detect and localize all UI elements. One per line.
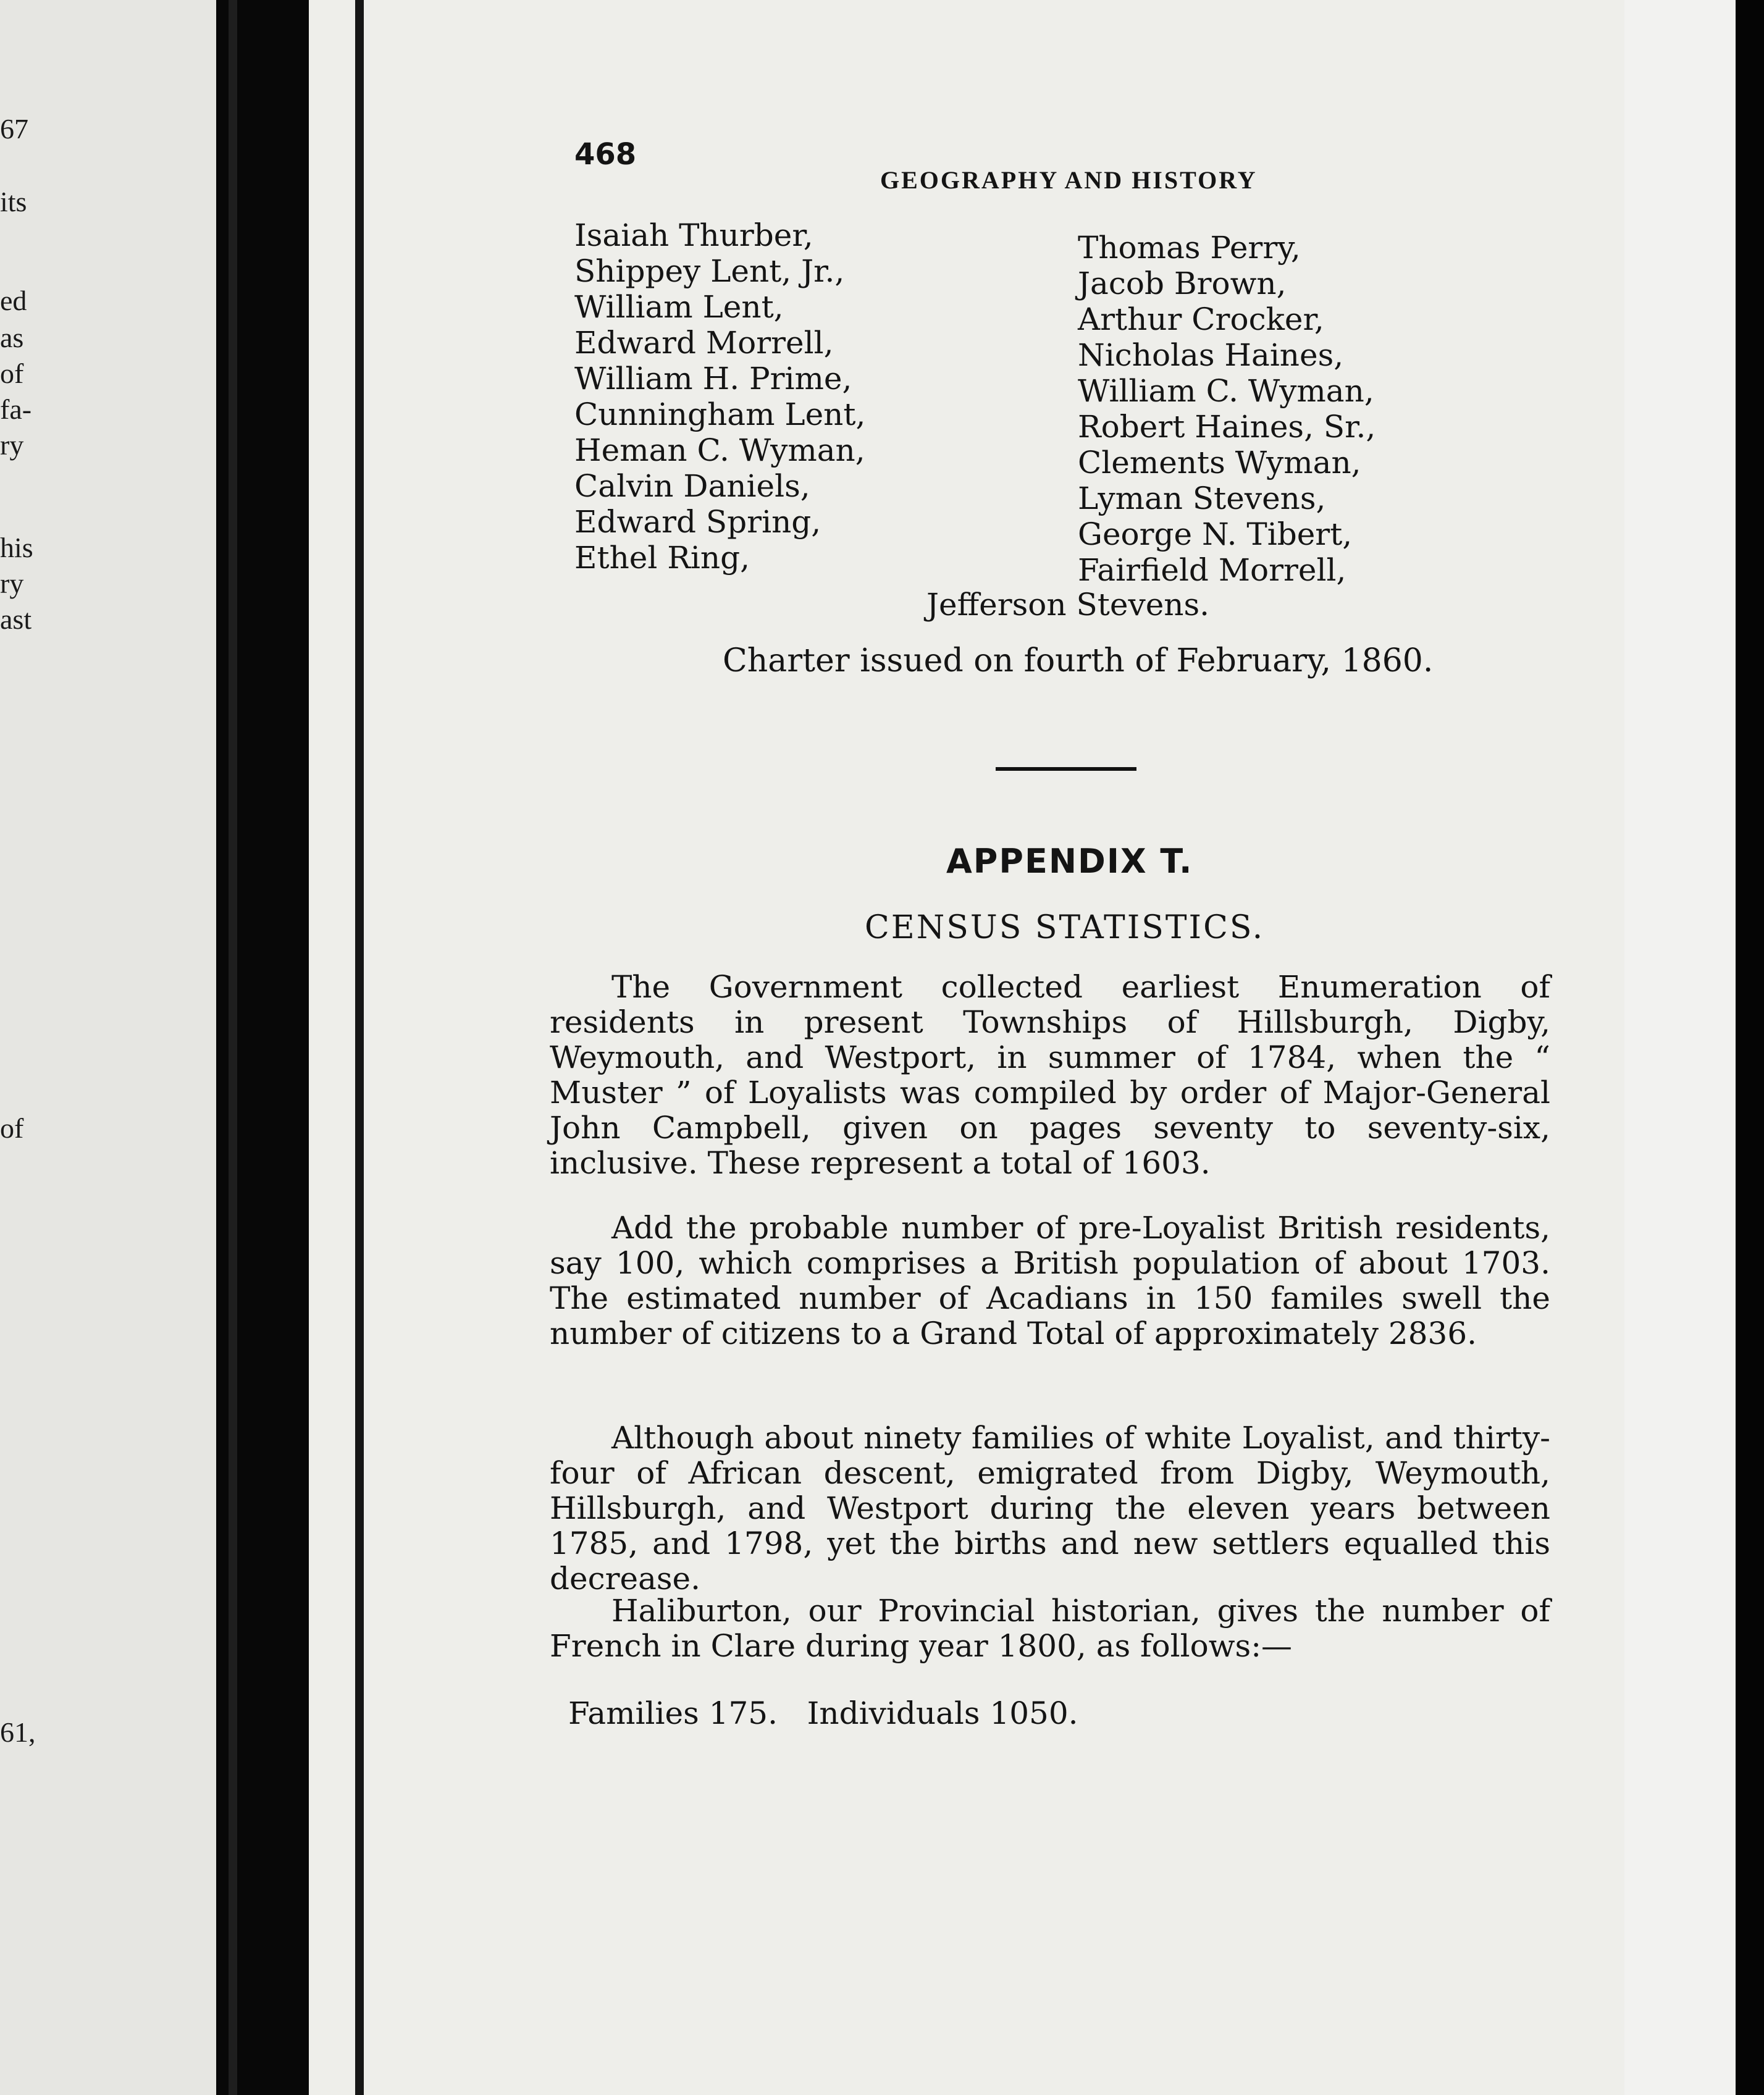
left-fragment: his xyxy=(0,532,33,563)
paragraph: The Government collected earliest Enumeration of residents in present Townships of Hillsburgh, Digby, Weymouth, and Westport, in summer of 1784, when the “ Muster ” of Loyalists was compiled by order of Major-General John Campbell, given on pages seventy to seventy-six, inclusive. These represent a total of 1603. xyxy=(550,969,1550,1181)
name-entry: Calvin Daniels, xyxy=(574,468,810,504)
charter-line: Charter issued on fourth of February, 1860. xyxy=(723,642,1434,679)
left-fragment: its xyxy=(0,186,27,217)
name-entry: Lyman Stevens, xyxy=(1078,481,1326,516)
name-entry: Robert Haines, Sr., xyxy=(1078,409,1376,445)
page-number: 468 xyxy=(574,137,637,172)
name-entry: Heman C. Wyman, xyxy=(574,432,865,468)
page-fold-line xyxy=(355,0,364,2095)
section-divider xyxy=(996,767,1136,771)
left-fragment: as xyxy=(0,322,24,353)
names-right-column xyxy=(1078,230,1376,588)
left-fragment: ed xyxy=(0,285,27,316)
name-entry: Cunningham Lent, xyxy=(574,397,866,432)
paragraph: Haliburton, our Provincial historian, gives the number of French in Clare during year 1800, as follows:— xyxy=(550,1593,1550,1664)
paragraph: Although about ninety families of white Loyalist, and thirty-four of African descent, emigrated from Digby, Weymouth, Hillsburgh, and Westport during the eleven years between 1785, and 1798, yet the births and new settlers equalled this decrease. xyxy=(550,1420,1550,1597)
name-entry: William H. Prime, xyxy=(574,361,852,397)
previous-page-edge xyxy=(0,0,216,2095)
name-entry: Clements Wyman, xyxy=(1078,445,1361,481)
name-entry: Isaiah Thurber, xyxy=(574,217,813,253)
name-entry: Thomas Perry, xyxy=(1078,230,1301,266)
name-entry: William Lent, xyxy=(574,289,784,325)
name-entry: Shippey Lent, Jr., xyxy=(574,253,845,289)
name-entry: Edward Morrell, xyxy=(574,325,834,361)
left-fragment: ry xyxy=(0,568,24,599)
left-fragment: ry xyxy=(0,429,24,461)
left-fragment: 67 xyxy=(0,113,28,145)
name-entry: Arthur Crocker, xyxy=(1078,301,1324,337)
running-head: GEOGRAPHY AND HISTORY xyxy=(880,166,1258,194)
name-entry: Fairfield Morrell, xyxy=(1078,552,1346,588)
paragraph: Add the probable number of pre-Loyalist British residents, say 100, which comprises a British population of about 1703. The estimated number of Acadians in 150 familes swell the number of citizens to a Grand Total of approximately 2836. xyxy=(550,1210,1550,1351)
name-entry: Nicholas Haines, xyxy=(1078,337,1344,373)
name-entry: George N. Tibert, xyxy=(1078,516,1353,552)
name-entry: Jacob Brown, xyxy=(1078,266,1287,301)
left-fragment: of xyxy=(0,1112,24,1144)
left-fragment: 61, xyxy=(0,1716,36,1748)
center-name: Jefferson Stevens. xyxy=(926,587,1210,623)
families-line: Families 175. Individuals 1050. xyxy=(568,1695,1078,1731)
name-entry: Ethel Ring, xyxy=(574,540,750,576)
appendix-heading: APPENDIX T. xyxy=(946,842,1193,881)
left-fragment: ast xyxy=(0,603,32,635)
names-left-column xyxy=(574,217,865,576)
name-entry: Edward Spring, xyxy=(574,504,821,540)
left-fragment: fa- xyxy=(0,393,32,425)
scan-border xyxy=(1736,0,1764,2095)
gutter-line xyxy=(229,0,237,2095)
census-heading: CENSUS STATISTICS. xyxy=(865,909,1265,946)
left-fragment: of xyxy=(0,358,24,389)
name-entry: William C. Wyman, xyxy=(1078,373,1374,409)
